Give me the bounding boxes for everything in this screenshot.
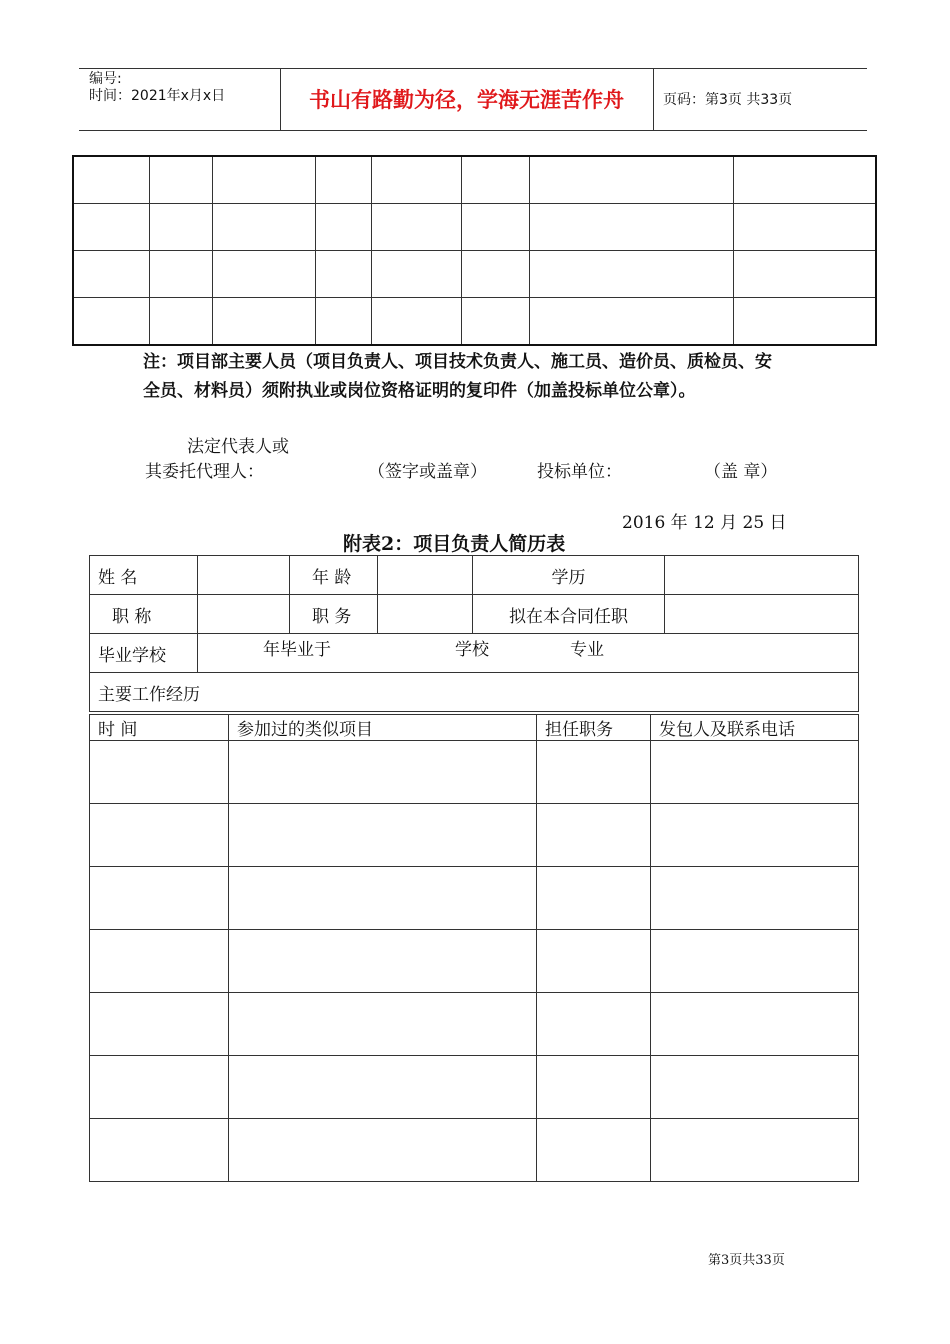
experience-label: 主要工作经历 xyxy=(90,673,859,712)
col-time: 时 间 xyxy=(90,715,229,741)
sign-date: 2016 年 12 月 25 日 xyxy=(622,513,787,533)
proposed-role-value xyxy=(665,595,859,634)
header-motto: 书山有路勤为径，学海无涯苦作舟 xyxy=(309,88,624,112)
title-label: 职 称 xyxy=(90,595,198,634)
agent-label: 其委托代理人： xyxy=(145,462,264,482)
education-value xyxy=(665,556,859,595)
table-row xyxy=(73,298,876,346)
header-page-number: 页码：第3页 共33页 xyxy=(663,92,793,108)
resume-title: 附表2：项目负责人简历表 xyxy=(343,533,566,555)
table-row xyxy=(73,204,876,251)
title-value xyxy=(198,595,290,634)
position-value xyxy=(378,595,473,634)
table-row xyxy=(90,741,859,804)
resume-basic-table xyxy=(89,555,859,712)
legal-rep-label: 法定代表人或 xyxy=(187,437,289,457)
table-row xyxy=(90,634,859,673)
age-label: 年 龄 xyxy=(290,556,378,595)
table-row xyxy=(90,867,859,930)
table-row xyxy=(90,1119,859,1182)
header-meta xyxy=(89,71,225,105)
sign-hint: （签字或盖章） xyxy=(368,462,487,482)
number-label: 编号: xyxy=(89,71,122,87)
col-role: 担任职务 xyxy=(537,715,651,741)
col-contact: 发包人及联系电话 xyxy=(651,715,859,741)
table-row xyxy=(73,251,876,298)
table-row xyxy=(90,595,859,634)
school-word: 学校 xyxy=(455,640,489,660)
age-value xyxy=(378,556,473,595)
bidder-label: 投标单位： xyxy=(537,462,622,482)
major-word: 专业 xyxy=(570,640,604,660)
name-label: 姓 名 xyxy=(90,556,198,595)
seal-hint: （盖 章） xyxy=(704,462,778,482)
table-row xyxy=(90,993,859,1056)
footer-page-number: 第3页共33页 xyxy=(708,1253,785,1268)
graduated-in: 年毕业于 xyxy=(263,640,331,660)
name-value xyxy=(198,556,290,595)
school-value xyxy=(198,634,859,673)
note-line: 全员、材料员）须附执业或岗位资格证明的复印件（加盖投标单位公章）。 xyxy=(143,381,696,401)
page-header xyxy=(79,68,867,131)
note-line: 注：项目部主要人员（项目负责人、项目技术负责人、施工员、造价员、质检员、安 xyxy=(143,352,772,372)
table-row xyxy=(73,156,876,204)
table-row xyxy=(90,930,859,993)
school-label: 毕业学校 xyxy=(90,634,198,673)
proposed-role-label: 拟在本合同任职 xyxy=(473,595,665,634)
education-label: 学历 xyxy=(473,556,665,595)
time-label: 时间：2021年x月x日 xyxy=(89,88,226,104)
table-row xyxy=(90,804,859,867)
table-header-row xyxy=(90,715,859,741)
table-row xyxy=(90,556,859,595)
header-divider xyxy=(653,69,654,130)
table-row xyxy=(90,673,859,712)
col-project: 参加过的类似项目 xyxy=(229,715,537,741)
table-row xyxy=(90,1056,859,1119)
position-label: 职 务 xyxy=(290,595,378,634)
staff-note xyxy=(143,348,772,406)
staff-table-continued xyxy=(72,155,877,346)
work-experience-table xyxy=(89,714,859,1182)
